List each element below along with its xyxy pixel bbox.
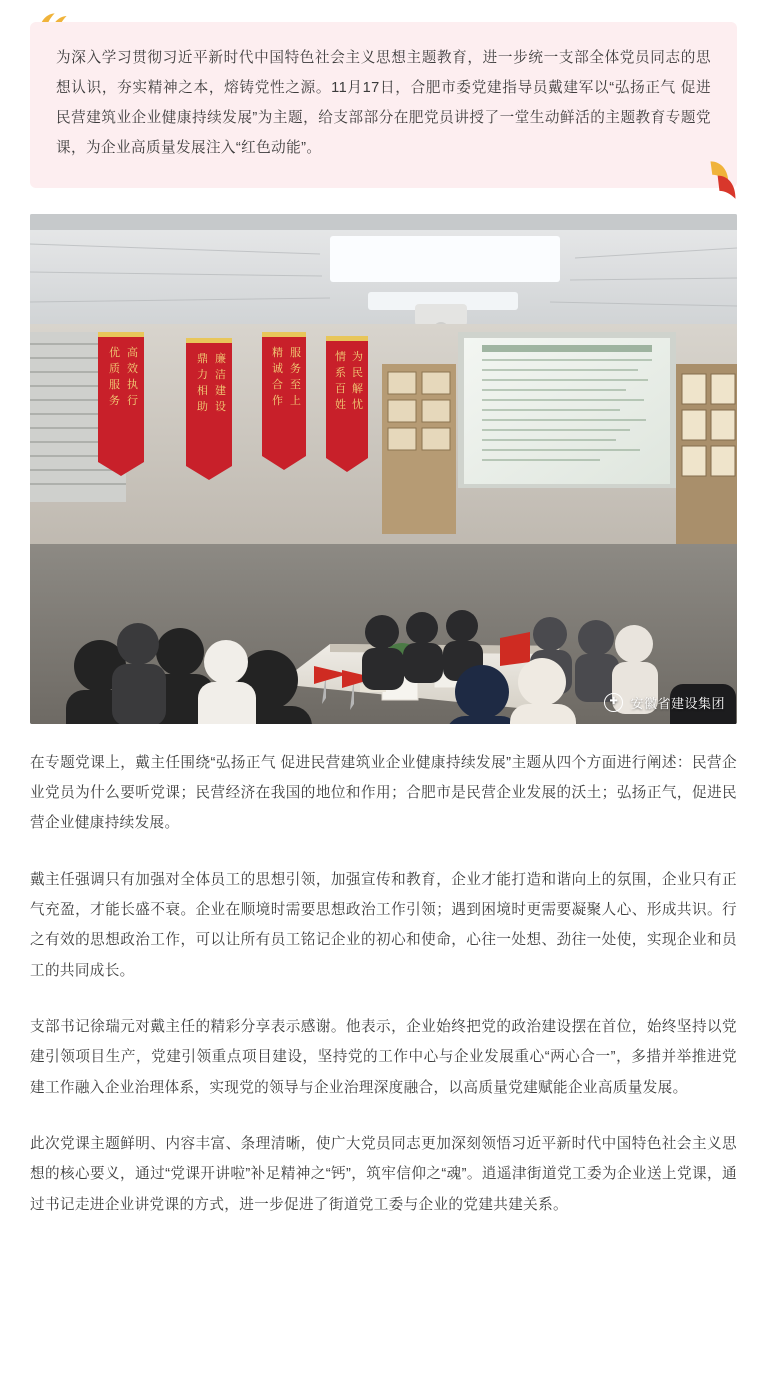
svg-text:服: 服 xyxy=(290,345,301,359)
svg-text:上: 上 xyxy=(290,393,301,407)
svg-text:解: 解 xyxy=(352,381,363,395)
svg-text:百: 百 xyxy=(335,381,346,395)
svg-text:务: 务 xyxy=(290,361,301,375)
svg-text:相: 相 xyxy=(197,383,208,397)
svg-text:洁: 洁 xyxy=(215,367,226,381)
watermark-logo-icon: ✚ xyxy=(604,693,623,712)
article-body xyxy=(30,748,737,1220)
intro-paragraph: 为深入学习贯彻习近平新时代中国特色社会主义思想主题教育，进一步统一支部全体党员同志的思想认识，夯实精神之本，熔铸党性之源。11月17日，合肥市委党建指导员戴建军以“弘扬正气 促进民营建筑业企业健康持续发展”为主题，给支部部分在肥党员讲授了一堂生动鲜活的主题教育专题党课，为企业高质量发展注入“红色动能”。 xyxy=(30,22,737,188)
svg-text:务: 务 xyxy=(109,393,120,407)
article-photo xyxy=(30,214,737,724)
svg-text:合: 合 xyxy=(272,377,283,391)
watermark xyxy=(604,693,725,712)
svg-text:高: 高 xyxy=(127,345,138,359)
svg-text:情: 情 xyxy=(335,349,346,363)
watermark-label: 安徽省建设集团 xyxy=(630,695,725,711)
svg-text:廉: 廉 xyxy=(215,351,226,365)
intro-section xyxy=(30,22,737,188)
svg-text:执: 执 xyxy=(127,377,138,391)
svg-text:力: 力 xyxy=(197,367,208,381)
bottom-spacer xyxy=(0,1220,767,1260)
svg-text:建: 建 xyxy=(215,383,226,397)
svg-text:作: 作 xyxy=(272,393,283,407)
svg-text:行: 行 xyxy=(127,393,138,407)
svg-text:设: 设 xyxy=(215,399,226,413)
svg-text:系: 系 xyxy=(335,365,346,379)
svg-text:精: 精 xyxy=(272,345,283,359)
svg-text:姓: 姓 xyxy=(335,397,346,411)
paragraph-1: 在专题党课上，戴主任围绕“弘扬正气 促进民营建筑业企业健康持续发展”主题从四个方面进行阐述：民营企业党员为什么要听党课；民营经济在我国的地位和作用；合肥市是民营企业发展的沃土；弘扬正气，促进民营企业健康持续发展。 xyxy=(30,754,737,832)
svg-text:助: 助 xyxy=(197,399,208,413)
paragraph-3: 支部书记徐瑞元对戴主任的精彩分享表示感谢。他表示，企业始终把党的政治建设摆在首位，始终坚持以党建引领项目生产，党建引领重点项目建设，坚持党的工作中心与企业发展重心“两心合一”，多措并举推进党建工作融入企业治理体系，实现党的领导与企业治理深度融合，以高质量党建赋能企业高质量发展。 xyxy=(30,1019,737,1096)
svg-text:至: 至 xyxy=(290,377,301,391)
svg-text:诚: 诚 xyxy=(272,361,283,375)
meeting-room-photo xyxy=(30,214,737,724)
svg-text:民: 民 xyxy=(352,365,363,379)
svg-text:优: 优 xyxy=(109,345,120,359)
svg-text:鼎: 鼎 xyxy=(197,351,208,365)
svg-text:为: 为 xyxy=(352,349,363,363)
paragraph-4: 此次党课主题鲜明、内容丰富、条理清晰，使广大党员同志更加深刻领悟习近平新时代中国特色社会主义思想的核心要义，通过“党课开讲啦”补足精神之“钙”，筑牢信仰之“魂”。逍遥津街道党工委为企业送上党课，通过书记走进企业讲党课的方式，进一步促进了街道党工委与企业的党建共建关系。 xyxy=(30,1136,737,1213)
svg-text:效: 效 xyxy=(127,361,138,375)
paragraph-2: 戴主任强调只有加强对全体员工的思想引领，加强宣传和教育，企业才能打造和谐向上的氛围，企业只有正气充盈，才能长盛不衰。企业在顺境时需要思想政治工作引领；遇到困境时更需要凝聚人心、形成共识。行之有效的思想政治工作，可以让所有员工铭记企业的初心和使命，心往一处想、劲往一处使，实现企业和员工的共同成长。 xyxy=(30,871,737,979)
quote-close-icon xyxy=(705,156,741,206)
svg-text:服: 服 xyxy=(109,377,120,391)
svg-text:质: 质 xyxy=(109,361,120,375)
svg-text:忧: 忧 xyxy=(352,397,363,411)
